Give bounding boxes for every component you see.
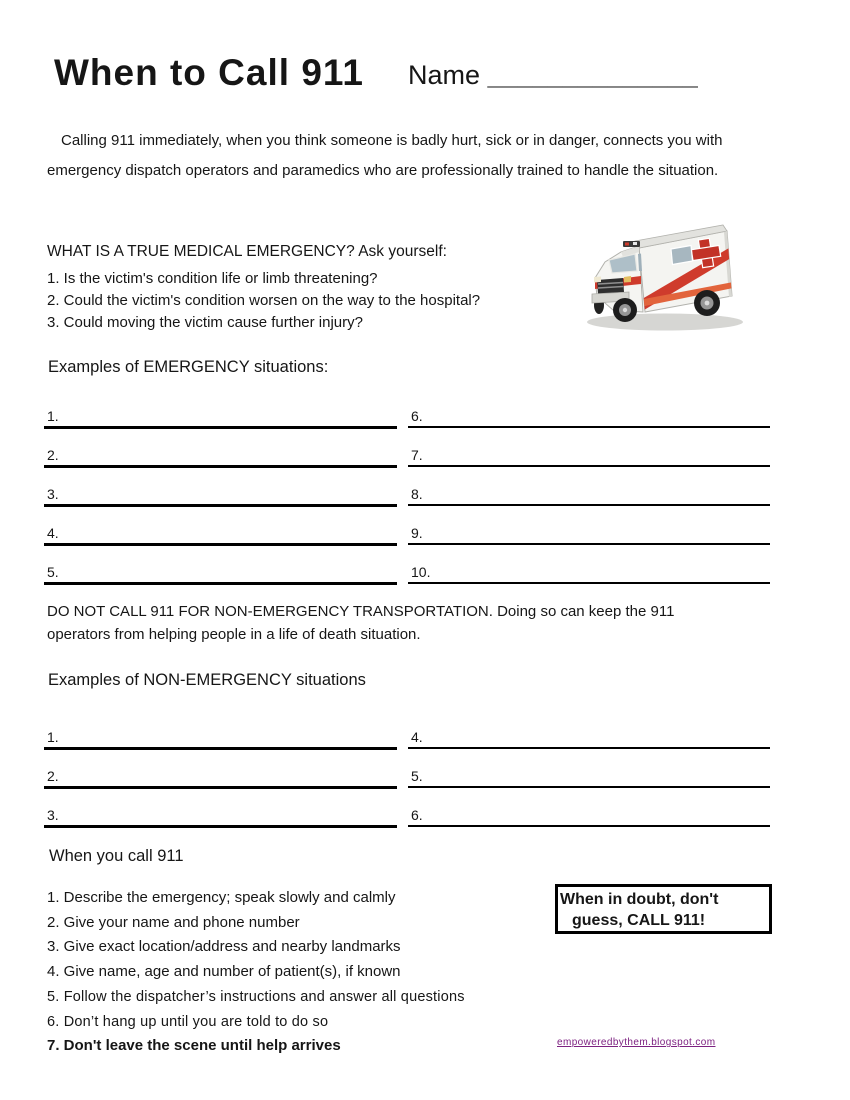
non-emergency-blank-1[interactable] <box>44 724 397 750</box>
blank-number: 3. <box>47 486 59 502</box>
step-3: 3. Give exact location/address and nearby landmarks <box>47 938 401 956</box>
medical-emergency-heading: WHAT IS A TRUE MEDICAL EMERGENCY? Ask yourself: <box>47 243 447 260</box>
doubt-box-line2: guess, CALL 911! <box>572 912 706 929</box>
ambulance-image <box>578 216 750 334</box>
blank-number: 3. <box>47 807 59 823</box>
non-emergency-notice: DO NOT CALL 911 FOR NON-EMERGENCY TRANSPORTATION. Doing so can keep the 911 operators from helping people in a life of death situation. <box>47 603 675 643</box>
non-emergency-blank-2[interactable] <box>44 763 397 789</box>
page-title: When to Call 911 <box>54 52 365 93</box>
step-5: 5. Follow the dispatcher’s instructions and answer all questions <box>47 988 465 1005</box>
emergency-blank-6[interactable] <box>408 403 770 428</box>
non-emergency-examples-heading: Examples of NON-EMERGENCY situations <box>48 671 366 689</box>
blank-number: 8. <box>411 486 423 502</box>
blank-number: 4. <box>411 729 423 745</box>
emergency-blank-7[interactable] <box>408 442 770 467</box>
blank-number: 1. <box>47 729 59 745</box>
emergency-blank-2[interactable] <box>44 442 397 468</box>
blank-number: 7. <box>411 447 423 463</box>
step-2: 2. Give your name and phone number <box>47 913 300 931</box>
intro-paragraph: Calling 911 immediately, when you think someone is badly hurt, sick or in danger, connects you with emergency dispatch operators and paramedics who are professionally trained to handle the situation. <box>47 132 723 179</box>
blank-number: 4. <box>47 525 59 541</box>
emergency-blank-5[interactable] <box>44 559 397 585</box>
when-you-call-heading: When you call 911 <box>49 847 184 865</box>
blank-number: 5. <box>47 564 59 580</box>
step-7: 7. Don't leave the scene until help arrives <box>47 1037 341 1055</box>
step-6: 6. Don’t hang up until you are told to do so <box>47 1013 329 1030</box>
emergency-blank-3[interactable] <box>44 481 397 507</box>
emergency-examples-heading: Examples of EMERGENCY situations: <box>48 358 329 376</box>
emergency-blank-8[interactable] <box>408 481 770 506</box>
emergency-blank-10[interactable] <box>408 559 770 584</box>
blank-number: 1. <box>47 408 59 424</box>
emergency-blank-4[interactable] <box>44 520 397 546</box>
name-label: Name <box>408 60 481 90</box>
blank-number: 2. <box>47 447 59 463</box>
non-emergency-blank-4[interactable] <box>408 724 770 749</box>
blank-number: 5. <box>411 768 423 784</box>
when-you-call-steps <box>47 886 567 1059</box>
blank-number: 9. <box>411 525 423 541</box>
emergency-blank-9[interactable] <box>408 520 770 545</box>
doubt-callout-box <box>555 884 772 934</box>
emergency-blank-1[interactable] <box>44 403 397 429</box>
non-emergency-blank-6[interactable] <box>408 802 770 827</box>
doubt-box-line1: When in doubt, don't <box>560 891 719 908</box>
blank-number: 2. <box>47 768 59 784</box>
question-2: 2. Could the victim's condition worsen on the way to the hospital? <box>47 292 481 309</box>
medical-emergency-questions <box>47 268 480 334</box>
step-4: 4. Give name, age and number of patient(s), if known <box>47 963 401 981</box>
non-emergency-blank-3[interactable] <box>44 802 397 828</box>
step-1: 1. Describe the emergency; speak slowly and calmly <box>47 889 396 906</box>
name-field-group <box>408 60 698 91</box>
question-3: 3. Could moving the victim cause further injury? <box>47 314 363 331</box>
credit-link[interactable]: empoweredbythem.blogspot.com <box>557 1037 716 1048</box>
blank-number: 6. <box>411 807 423 823</box>
question-1: 1. Is the victim's condition life or limb threatening? <box>47 270 378 287</box>
blank-number: 6. <box>411 408 423 424</box>
blank-number: 10. <box>411 564 431 580</box>
non-emergency-blank-5[interactable] <box>408 763 770 788</box>
name-input-line[interactable]: ______________ <box>487 60 698 90</box>
